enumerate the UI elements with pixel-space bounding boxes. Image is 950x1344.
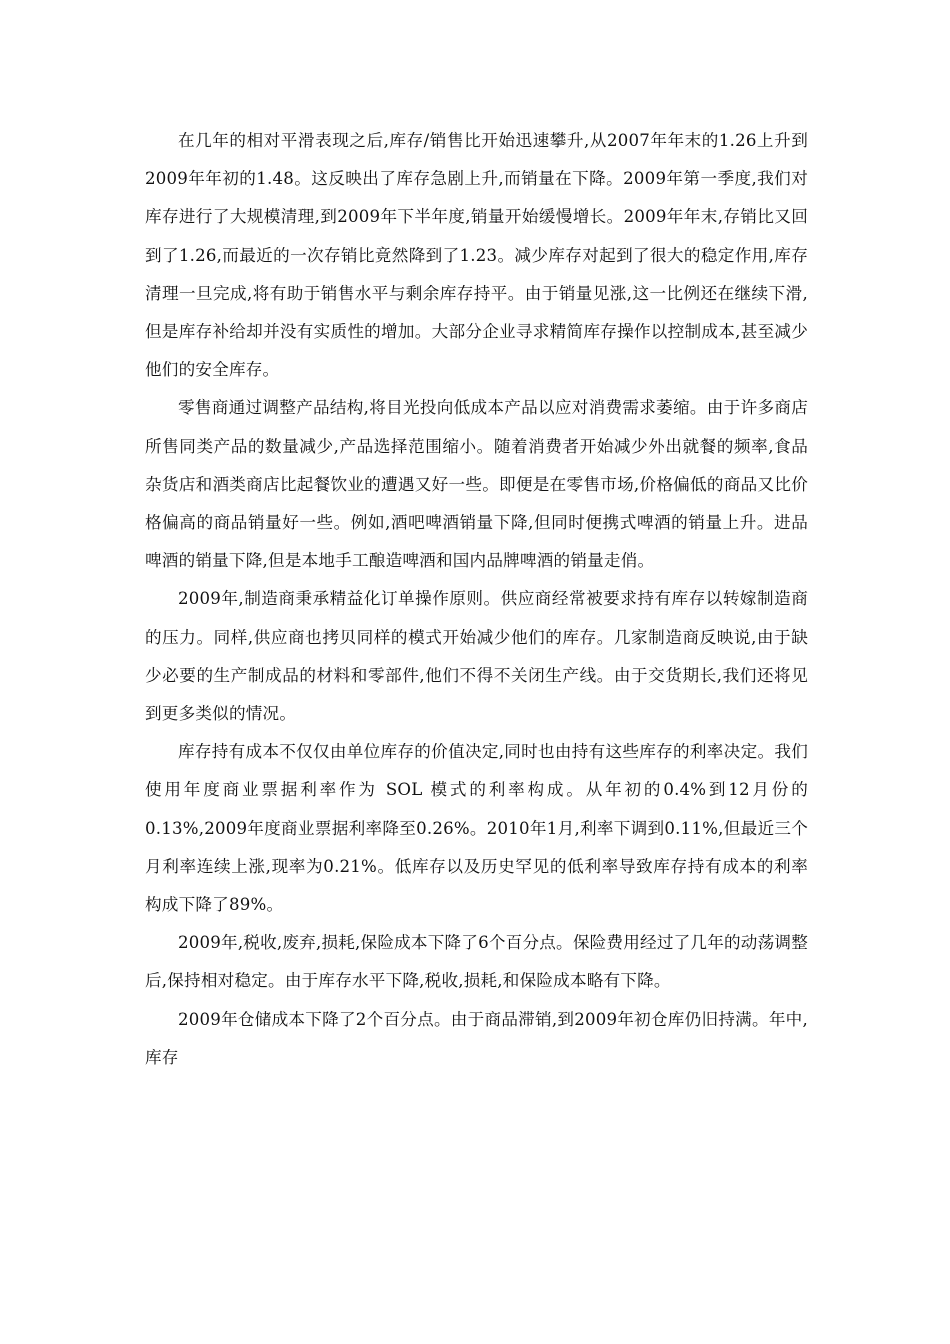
paragraph-retailers: 零售商通过调整产品结构,将目光投向低成本产品以应对消费需求萎缩。由于许多商店所售同类产品的数量减少,产品选择范围缩小。随着消费者开始减少外出就餐的频率,食品杂货店和酒类商店比起餐饮业的遭遇又好一些。即便是在零售市场,价格偏低的商品又比价格偏高的商品销量好一些。例如,酒吧啤酒销量下降,但同时便携式啤酒的销量上升。进品啤酒的销量下降,但是本地手工酿造啤酒和国内品牌啤酒的销量走俏。 [145, 398, 808, 571]
body-text [145, 122, 808, 1077]
paragraph-inventory-sales-ratio: 在几年的相对平滑表现之后,库存/销售比开始迅速攀升,从2007年年末的1.26上升到2009年年初的1.48。这反映出了库存急剧上升,而销量在下降。2009年第一季度,我们对库存进行了大规模清理,到2009年下半年度,销量开始缓慢增长。2009年年末,存销比又回到了1.26,而最近的一次存销比竟然降到了1.23。减少库存对起到了很大的稳定作用,库存清理一旦完成,将有助于销售水平与剩余库存持平。由于销量见涨,这一比例还在继续下滑,但是库存补给却并没有实质性的增加。大部分企业寻求精简库存操作以控制成本,甚至减少他们的安全库存。 [145, 131, 808, 380]
paragraph-manufacturers: 2009年,制造商秉承精益化订单操作原则。供应商经常被要求持有库存以转嫁制造商的压力。同样,供应商也拷贝同样的模式开始减少他们的库存。几家制造商反映说,由于缺少必要的生产制成品的材料和零部件,他们不得不关闭生产线。由于交货期长,我们还将见到更多类似的情况。 [145, 589, 808, 724]
paragraph-carrying-cost-interest: 库存持有成本不仅仅由单位库存的价值决定,同时也由持有这些库存的利率决定。我们使用年度商业票据利率作为 SOL 模式的利率构成。从年初的0.4%到12月份的0.13%,2009年度商业票据利率降至0.26%。2010年1月,利率下调到0.11%,但最近三个月利率连续上涨,现率为0.21%。低库存以及历史罕见的低利率导致库存持有成本的利率构成下降了89%。 [145, 742, 808, 915]
paragraph-taxes-insurance: 2009年,税收,废弃,损耗,保险成本下降了6个百分点。保险费用经过了几年的动荡调整后,保持相对稳定。由于库存水平下降,税收,损耗,和保险成本略有下降。 [145, 933, 808, 991]
paragraph-warehousing: 2009年仓储成本下降了2个百分点。由于商品滞销,到2009年初仓库仍旧持满。年中,库存 [145, 1009, 808, 1067]
